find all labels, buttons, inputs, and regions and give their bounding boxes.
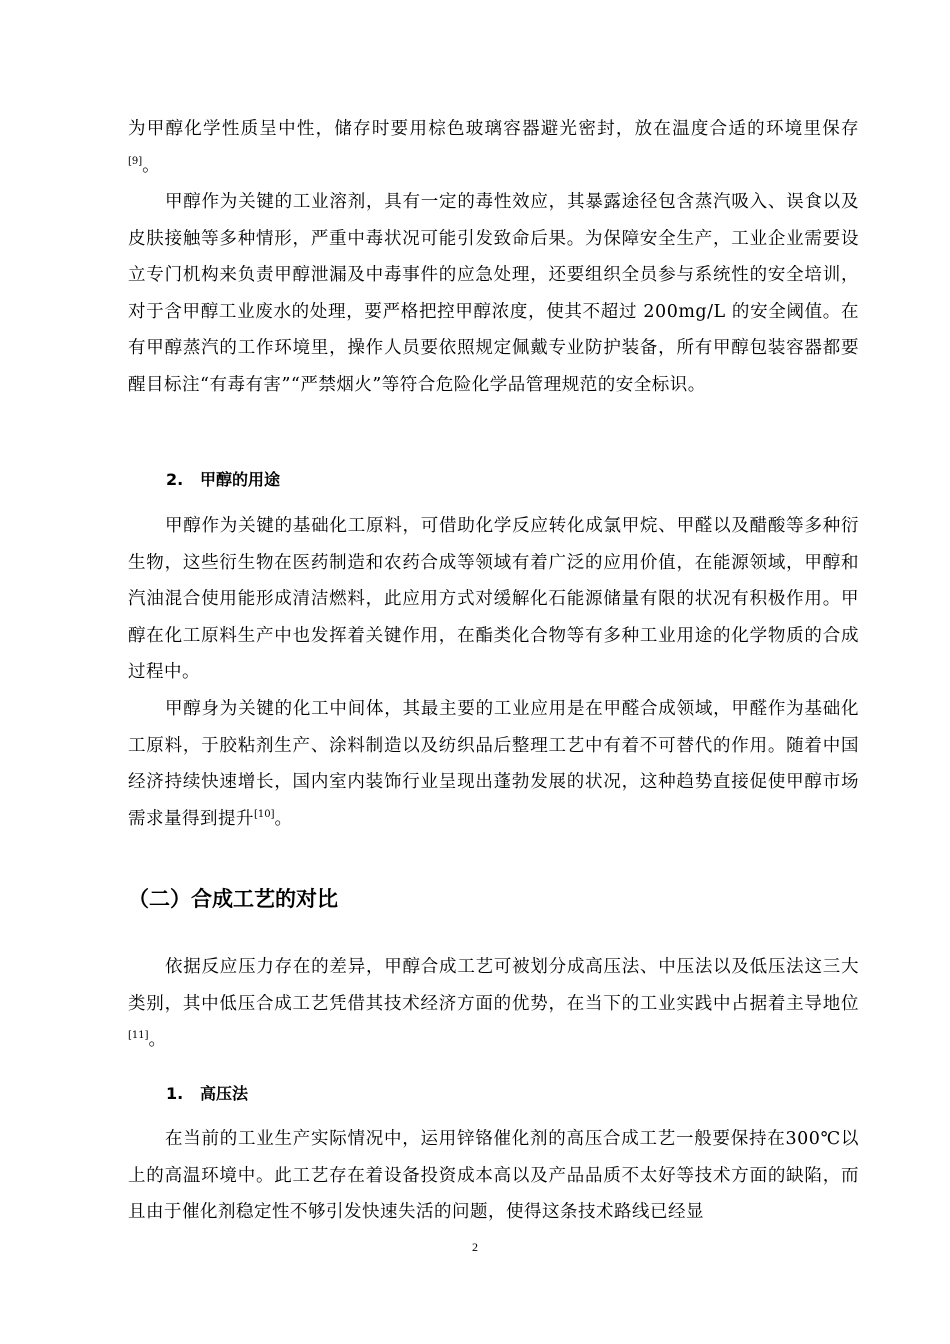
paragraph-toxicity: [128, 184, 859, 403]
subheading-uses: [166, 468, 280, 492]
citation-ref: [9]: [128, 155, 143, 167]
paragraph-uses-1: [128, 508, 859, 691]
paragraph-text: 。: [148, 1030, 167, 1050]
paragraph-text: 在当前的工业生产实际情况中，运用锌铬催化剂的高压合成工艺一般要保持在300℃以上的高温环境中。此工艺存在着设备投资成本高以及产品品质不太好等技术方面的缺陷，而且由于催化剂稳定性不够引发快速失活的问题，使得这条技术路线已经显: [128, 1129, 859, 1222]
subheading-text: 高压法: [200, 1084, 249, 1103]
section-heading: （二）合成工艺的对比: [128, 887, 338, 911]
paragraph-storage: [128, 111, 859, 184]
subheading-number: 1.: [166, 1084, 184, 1103]
paragraph-process-intro: [128, 949, 859, 1059]
subheading-number: 2.: [166, 470, 184, 489]
citation-ref: [10]: [254, 808, 275, 820]
paragraph-text: 甲醇身为关键的化工中间体，其最主要的工业应用是在甲醛合成领域，甲醛作为基础化工原料，于胶粘剂生产、涂料制造以及纺织品后整理工艺中有着不可替代的作用。随着中国经济持续快速增长，国内室内装饰行业呈现出蓬勃发展的状况，这种趋势直接促使甲醇市场需求量得到提升: [128, 699, 859, 829]
paragraph-text: 。: [142, 155, 161, 176]
paragraph-text: 。: [274, 808, 293, 829]
paragraph-uses-2: [128, 691, 859, 837]
page-number: 2: [472, 1240, 478, 1254]
subheading-text: 甲醇的用途: [200, 470, 281, 489]
paragraph-text: 甲醇作为关键的工业溶剂，具有一定的毒性效应，其暴露途径包含蒸汽吸入、误食以及皮肤接触等多种情形，严重中毒状况可能引发致命后果。为保障安全生产，工业企业需要设立专门机构来负责甲醇泄漏及中毒事件的应急处理，还要组织全员参与系统性的安全培训，对于含甲醇工业废水的处理，要严格把控甲醇浓度，使其不超过 200mg/L 的安全阈值。在有甲醇蒸汽的工作环境里，操作人员要依照规定佩戴专业防护装备，所有甲醇包装容器都要醒目标注“有毒有害”“严禁烟火”等符合危险化学品管理规范的安全标识。: [128, 192, 859, 395]
citation-ref: [11]: [128, 1030, 149, 1042]
paragraph-high-pressure: [128, 1121, 859, 1231]
paragraph-text: 依据反应压力存在的差异，甲醇合成工艺可被划分成高压法、中压法以及低压法这三大类别，其中低压合成工艺凭借其技术经济方面的优势，在当下的工业实践中占据着主导地位: [128, 957, 859, 1014]
paragraph-text: 甲醇作为关键的基础化工原料，可借助化学反应转化成氯甲烷、甲醛以及醋酸等多种衍生物，这些衍生物在医药制造和农药合成等领域有着广泛的应用价值，在能源领域，甲醇和汽油混合使用能形成清洁燃料，此应用方式对缓解化石能源储量有限的状况有积极作用。甲醇在化工原料生产中也发挥着关键作用，在酯类化合物等有多种工业用途的化学物质的合成过程中。: [128, 516, 859, 682]
paragraph-text: 为甲醇化学性质呈中性，储存时要用棕色玻璃容器避光密封，放在温度合适的环境里保存: [128, 119, 859, 139]
subheading-high-pressure: [166, 1082, 248, 1106]
